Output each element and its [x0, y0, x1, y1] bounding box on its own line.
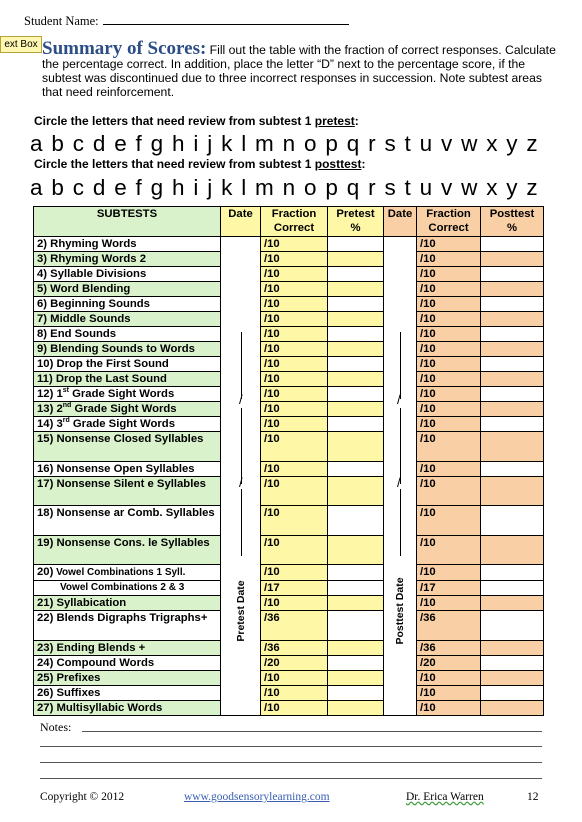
pretest-date-column [224, 237, 257, 713]
posttest-percent[interactable] [481, 640, 544, 655]
subtest-name: 25) Prefixes [34, 670, 221, 685]
posttest-fraction[interactable]: /10 [417, 237, 481, 252]
posttest-date-label: Posttest Date [394, 576, 406, 645]
pretest-percent[interactable] [328, 402, 384, 417]
posttest-fraction[interactable]: /10 [417, 357, 481, 372]
posttest-fraction[interactable]: /10 [417, 327, 481, 342]
table-row [34, 357, 544, 372]
header-pretest-fraction: Fraction Correct [261, 207, 328, 237]
posttest-percent[interactable] [481, 267, 544, 282]
subtest-name: 4) Syllable Divisions [34, 267, 221, 282]
posttest-circle-prefix: Circle the letters that need review from subtest 1 [34, 157, 315, 171]
posttest-fraction[interactable]: /10 [417, 535, 481, 565]
pretest-fraction[interactable]: /10 [261, 565, 328, 581]
posttest-percent[interactable] [481, 685, 544, 700]
pretest-percent[interactable] [328, 417, 384, 432]
subtest-name: 19) Nonsense Cons. le Syllables [34, 535, 221, 565]
table-row [34, 402, 544, 417]
subtest-name: 22) Blends Digraphs Trigraphs+ [34, 611, 221, 641]
pretest-date-slash: / [239, 392, 243, 408]
subtest-name: 12) 1st Grade Sight Words [34, 387, 221, 402]
posttest-percent[interactable] [481, 476, 544, 506]
posttest-percent[interactable] [481, 432, 544, 462]
pretest-fraction[interactable]: /10 [261, 237, 328, 252]
summary-instructions [42, 38, 562, 99]
posttest-date-line [400, 408, 401, 484]
posttest-fraction[interactable]: /36 [417, 640, 481, 655]
pretest-fraction[interactable]: /36 [261, 640, 328, 655]
table-row [34, 565, 544, 581]
pretest-fraction[interactable]: /10 [261, 670, 328, 685]
posttest-fraction[interactable]: /10 [417, 506, 481, 536]
pretest-date-slash: / [239, 475, 243, 491]
pretest-fraction[interactable]: /10 [261, 685, 328, 700]
pretest-percent[interactable] [328, 327, 384, 342]
footer-copyright: Copyright © 2012 [40, 791, 125, 803]
pretest-fraction[interactable]: /20 [261, 655, 328, 670]
pretest-percent[interactable] [328, 565, 384, 581]
pretest-percent[interactable] [328, 506, 384, 536]
pretest-percent[interactable] [328, 237, 384, 252]
table-row [34, 685, 544, 700]
header-pretest-date: Date [221, 207, 261, 237]
subtest-name: 24) Compound Words [34, 655, 221, 670]
pretest-fraction[interactable]: /10 [261, 402, 328, 417]
pretest-fraction[interactable]: /10 [261, 357, 328, 372]
posttest-percent[interactable] [481, 282, 544, 297]
header-posttest-fraction: Fraction Correct [417, 207, 481, 237]
table-row [34, 237, 544, 252]
posttest-fraction[interactable]: /10 [417, 670, 481, 685]
posttest-fraction[interactable]: /10 [417, 700, 481, 715]
posttest-fraction[interactable]: /10 [417, 252, 481, 267]
table-row [34, 611, 544, 641]
pretest-percent[interactable] [328, 640, 384, 655]
notes-line[interactable] [40, 768, 542, 779]
pretest-fraction[interactable]: /10 [261, 282, 328, 297]
posttest-percent[interactable] [481, 417, 544, 432]
pretest-date-line [241, 489, 242, 556]
pretest-percent[interactable] [328, 700, 384, 715]
posttest-date-column [387, 237, 413, 713]
table-row [34, 297, 544, 312]
posttest-percent[interactable] [481, 535, 544, 565]
pretest-circle-prefix: Circle the letters that need review from subtest 1 [34, 114, 315, 128]
subtest-name: 17) Nonsense Silent e Syllables [34, 476, 221, 506]
pretest-percent[interactable] [328, 535, 384, 565]
pretest-fraction[interactable]: /10 [261, 342, 328, 357]
pretest-fraction[interactable]: /10 [261, 417, 328, 432]
pretest-word: pretest [314, 114, 355, 128]
posttest-percent[interactable] [481, 655, 544, 670]
posttest-fraction[interactable]: /10 [417, 596, 481, 611]
posttest-fraction[interactable]: /10 [417, 282, 481, 297]
table-row [34, 312, 544, 327]
notes-line[interactable] [82, 721, 542, 732]
pretest-percent[interactable] [328, 282, 384, 297]
pretest-percent[interactable] [328, 596, 384, 611]
posttest-date-slash: / [397, 475, 401, 491]
pretest-date-line [241, 332, 242, 399]
posttest-percent[interactable] [481, 297, 544, 312]
posttest-fraction[interactable]: /10 [417, 565, 481, 581]
posttest-date-cell[interactable] [384, 237, 417, 716]
subtest-name: 13) 2nd Grade Sight Words [34, 402, 221, 417]
summary-text: Fill out the table with the fraction of correct responses. Calculate the percentage correct. In addition, place the letter “D” next to the percentage score, if the subtest was discontinued due to three incorrect responses in succession. Note subtest areas that need reinforcement. [42, 43, 556, 99]
posttest-fraction[interactable]: /10 [417, 685, 481, 700]
posttest-fraction[interactable]: /10 [417, 417, 481, 432]
posttest-percent[interactable] [481, 581, 544, 596]
pretest-fraction[interactable]: /10 [261, 506, 328, 536]
table-row [34, 342, 544, 357]
notes-line[interactable] [40, 752, 542, 763]
footer-website-link[interactable]: www.goodsensorylearning.com [184, 791, 330, 803]
table-row [34, 596, 544, 611]
posttest-fraction[interactable]: /10 [417, 312, 481, 327]
posttest-percent[interactable] [481, 506, 544, 536]
posttest-fraction[interactable]: /10 [417, 342, 481, 357]
table-row [34, 252, 544, 267]
pretest-percent[interactable] [328, 312, 384, 327]
pretest-fraction[interactable]: /10 [261, 387, 328, 402]
pretest-percent[interactable] [328, 670, 384, 685]
pretest-fraction[interactable]: /10 [261, 596, 328, 611]
table-header-row [34, 207, 544, 237]
pretest-percent[interactable] [328, 432, 384, 462]
table-row [34, 372, 544, 387]
table-row [34, 267, 544, 282]
subtest-name: 18) Nonsense ar Comb. Syllables [34, 506, 221, 536]
table-row [34, 655, 544, 670]
table-row [34, 282, 544, 297]
posttest-fraction[interactable]: /20 [417, 655, 481, 670]
posttest-percent[interactable] [481, 461, 544, 476]
posttest-fraction[interactable]: /36 [417, 611, 481, 641]
posttest-word: posttest [314, 157, 362, 171]
pretest-fraction[interactable]: /10 [261, 312, 328, 327]
pretest-fraction[interactable]: /10 [261, 432, 328, 462]
table-row [34, 640, 544, 655]
posttest-percent[interactable] [481, 357, 544, 372]
header-subtests: SUBTESTS [34, 207, 221, 237]
posttest-percent[interactable] [481, 342, 544, 357]
text-box-label[interactable]: ext Box [0, 36, 42, 53]
scores-table [33, 206, 544, 716]
pretest-alphabet[interactable]: a b c d e f g h i j k l m n o p q r s t u v w x y z [30, 131, 539, 156]
posttest-percent[interactable] [481, 402, 544, 417]
posttest-percent[interactable] [481, 252, 544, 267]
posttest-percent[interactable] [481, 700, 544, 715]
subtest-name: 9) Blending Sounds to Words [34, 342, 221, 357]
posttest-fraction[interactable]: /10 [417, 387, 481, 402]
pretest-fraction[interactable]: /10 [261, 327, 328, 342]
pretest-date-line [241, 408, 242, 484]
pretest-colon: : [354, 114, 359, 128]
pretest-fraction[interactable]: /10 [261, 535, 328, 565]
pretest-date-cell[interactable] [221, 237, 261, 716]
notes-label: Notes: [40, 720, 72, 734]
pretest-percent[interactable] [328, 611, 384, 641]
subtest-name: 2) Rhyming Words [34, 237, 221, 252]
student-name-label: Student Name: [24, 14, 99, 28]
pretest-fraction[interactable]: /10 [261, 297, 328, 312]
table-row [34, 506, 544, 536]
table-row [34, 670, 544, 685]
pretest-percent[interactable] [328, 581, 384, 596]
student-name-field[interactable] [24, 14, 349, 29]
subtest-name: 15) Nonsense Closed Syllables [34, 432, 221, 462]
table-row [34, 535, 544, 565]
posttest-percent[interactable] [481, 372, 544, 387]
pretest-fraction[interactable]: /10 [261, 476, 328, 506]
subtest-name: 27) Multisyllabic Words [34, 700, 221, 715]
pretest-fraction[interactable]: /36 [261, 611, 328, 641]
pretest-percent[interactable] [328, 685, 384, 700]
pretest-percent[interactable] [328, 252, 384, 267]
posttest-fraction[interactable]: /10 [417, 297, 481, 312]
table-row [34, 417, 544, 432]
posttest-colon: : [361, 157, 366, 171]
header-posttest-date: Date [384, 207, 417, 237]
posttest-alphabet[interactable]: a b c d e f g h i j k l m n o p q r s t u v w x y z [30, 175, 539, 200]
pretest-fraction[interactable]: /10 [261, 700, 328, 715]
summary-title-colon: : [199, 38, 207, 59]
header-posttest-percent: Posttest % [481, 207, 544, 237]
posttest-fraction[interactable]: /10 [417, 432, 481, 462]
subtest-name: 8) End Sounds [34, 327, 221, 342]
table-row [34, 461, 544, 476]
posttest-percent[interactable] [481, 596, 544, 611]
table-row [34, 476, 544, 506]
posttest-percent[interactable] [481, 312, 544, 327]
summary-title: Summary of Scores [42, 38, 200, 59]
subtest-name: Vowel Combinations 2 & 3 [34, 581, 221, 596]
pretest-percent[interactable] [328, 387, 384, 402]
table-row [34, 432, 544, 462]
posttest-date-line [400, 332, 401, 399]
posttest-fraction[interactable]: /10 [417, 402, 481, 417]
pretest-fraction[interactable]: /10 [261, 372, 328, 387]
posttest-fraction[interactable]: /10 [417, 267, 481, 282]
pretest-fraction[interactable]: /10 [261, 461, 328, 476]
pretest-date-label: Pretest Date [234, 579, 247, 642]
pretest-circle-instruction [34, 114, 359, 128]
subtest-name: 21) Syllabication [34, 596, 221, 611]
posttest-fraction[interactable]: /10 [417, 372, 481, 387]
posttest-percent[interactable] [481, 237, 544, 252]
posttest-percent[interactable] [481, 611, 544, 641]
footer-page-number: 12 [527, 791, 539, 803]
posttest-percent[interactable] [481, 670, 544, 685]
student-name-line[interactable] [103, 14, 349, 25]
pretest-percent[interactable] [328, 342, 384, 357]
posttest-percent[interactable] [481, 387, 544, 402]
table-row [34, 700, 544, 715]
posttest-fraction[interactable]: /10 [417, 476, 481, 506]
pretest-percent[interactable] [328, 357, 384, 372]
subtest-name: 14) 3rd Grade Sight Words [34, 417, 221, 432]
notes-line[interactable] [40, 736, 542, 747]
table-row [34, 327, 544, 342]
table-row [34, 387, 544, 402]
footer-author-text: Dr. Erica Warren [406, 791, 484, 803]
subtest-name: 16) Nonsense Open Syllables [34, 461, 221, 476]
subtest-name: 20) Vowel Combinations 1 Syll. [34, 565, 221, 581]
header-pretest-percent: Pretest % [328, 207, 384, 237]
posttest-percent[interactable] [481, 327, 544, 342]
subtest-name: 10) Drop the First Sound [34, 357, 221, 372]
pretest-percent[interactable] [328, 372, 384, 387]
posttest-fraction[interactable]: /10 [417, 461, 481, 476]
posttest-percent[interactable] [481, 565, 544, 581]
subtest-name: 6) Beginning Sounds [34, 297, 221, 312]
pretest-percent[interactable] [328, 476, 384, 506]
table-row [34, 581, 544, 596]
posttest-circle-instruction [34, 157, 365, 171]
footer-author [406, 791, 484, 803]
subtest-name: 7) Middle Sounds [34, 312, 221, 327]
subtest-name: 11) Drop the Last Sound [34, 372, 221, 387]
pretest-fraction[interactable]: /10 [261, 267, 328, 282]
posttest-fraction[interactable]: /17 [417, 581, 481, 596]
pretest-fraction[interactable]: /10 [261, 252, 328, 267]
pretest-percent[interactable] [328, 297, 384, 312]
pretest-percent[interactable] [328, 267, 384, 282]
posttest-date-line [400, 489, 401, 556]
subtest-name: 5) Word Blending [34, 282, 221, 297]
subtest-name: 23) Ending Blends + [34, 640, 221, 655]
pretest-percent[interactable] [328, 655, 384, 670]
posttest-date-slash: / [397, 392, 401, 408]
subtest-name: 3) Rhyming Words 2 [34, 252, 221, 267]
pretest-percent[interactable] [328, 461, 384, 476]
pretest-fraction[interactable]: /17 [261, 581, 328, 596]
subtest-name: 26) Suffixes [34, 685, 221, 700]
